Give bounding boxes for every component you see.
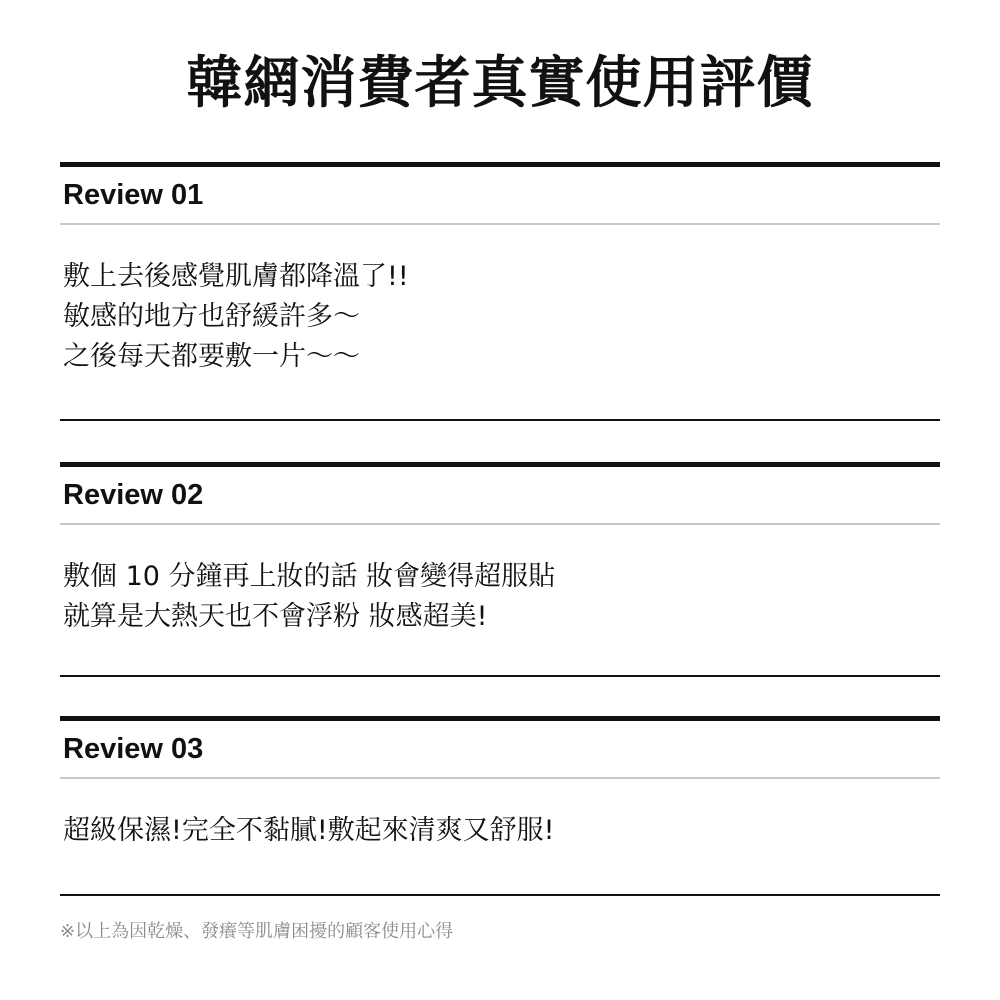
review-line: 超級保濕!完全不黏膩!敷起來清爽又舒服!: [63, 815, 555, 846]
review-card-03: [60, 716, 940, 851]
review-bottom-rule: [60, 675, 940, 677]
review-bottom-rule: [60, 419, 940, 421]
review-line: 敷個 10 分鐘再上妝的話 妝會變得超服貼: [63, 561, 556, 592]
review-heading: Review 02: [63, 479, 204, 511]
review-line: 就算是大熱天也不會浮粉 妝感超美!: [63, 601, 488, 632]
review-card-02: [60, 462, 940, 637]
footnote: ※以上為因乾燥、發癢等肌膚困擾的顧客使用心得: [60, 921, 454, 942]
review-heading: Review 03: [63, 733, 204, 765]
review-text: [60, 525, 940, 637]
review-line: 敷上去後感覺肌膚都降溫了!!: [63, 261, 409, 292]
review-heading: Review 01: [63, 179, 204, 211]
review-text: [60, 225, 940, 377]
review-line: 敏感的地方也舒緩許多～: [63, 301, 360, 332]
review-line: 之後每天都要敷一片～～: [63, 341, 360, 372]
review-text: [60, 779, 940, 851]
review-bottom-rule: [60, 894, 940, 896]
review-card-01: [60, 162, 940, 377]
page-title: 韓網消費者真實使用評價: [186, 51, 814, 116]
